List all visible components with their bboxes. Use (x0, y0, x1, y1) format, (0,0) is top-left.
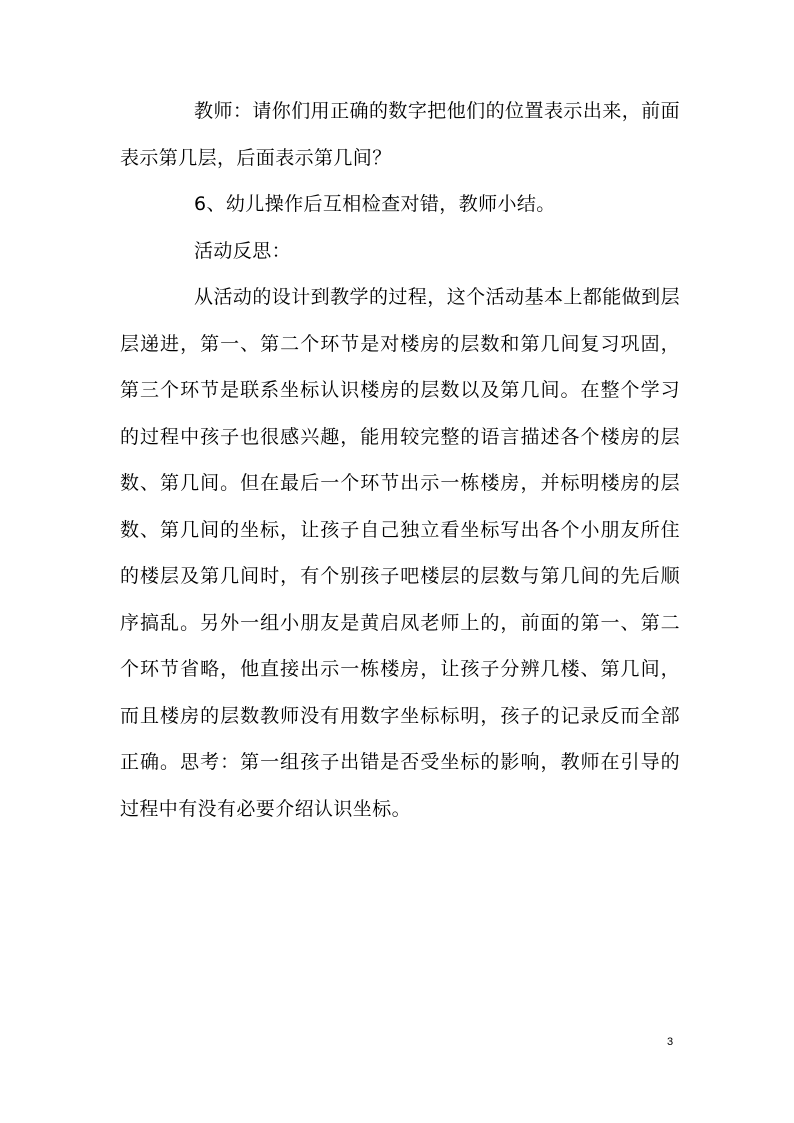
paragraph-reflection-body: 从活动的设计到教学的过程，这个活动基本上都能做到层层递进，第一、第二个环节是对楼房的层数和第几间复习巩固，第三个环节是联系坐标认识楼房的层数以及第几间。在整个学习的过程中孩子也很感兴趣，能用较完整的语言描述各个楼房的层数、第几间。但在最后一个环节出示一栋楼房，并标明楼房的层数、第几间的坐标，让孩子自己独立看坐标写出各个小朋友所住的楼层及第几间时，有个别孩子吧楼层的层数与第几间的先后顺序搞乱。另外一组小朋友是黄启凤老师上的，前面的第一、第二个环节省略，他直接出示一栋楼房，让孩子分辨几楼、第几间，而且楼房的层数教师没有用数字坐标标明，孩子的记录反而全部正确。思考：第一组孩子出错是否受坐标的影响，教师在引导的过程中有没有必要介绍认识坐标。 (120, 286, 680, 820)
paragraph-step-6: 6、幼儿操作后互相检查对错，教师小结。 (194, 193, 556, 215)
paragraph-teacher-instruction: 教师：请你们用正确的数字把他们的位置表示出来，前面表示第几层，后面表示第几间？ (120, 100, 680, 169)
page-number: 3 (667, 1036, 674, 1048)
paragraph-reflection-heading: 活动反思： (194, 239, 292, 262)
document-body (120, 88, 680, 832)
